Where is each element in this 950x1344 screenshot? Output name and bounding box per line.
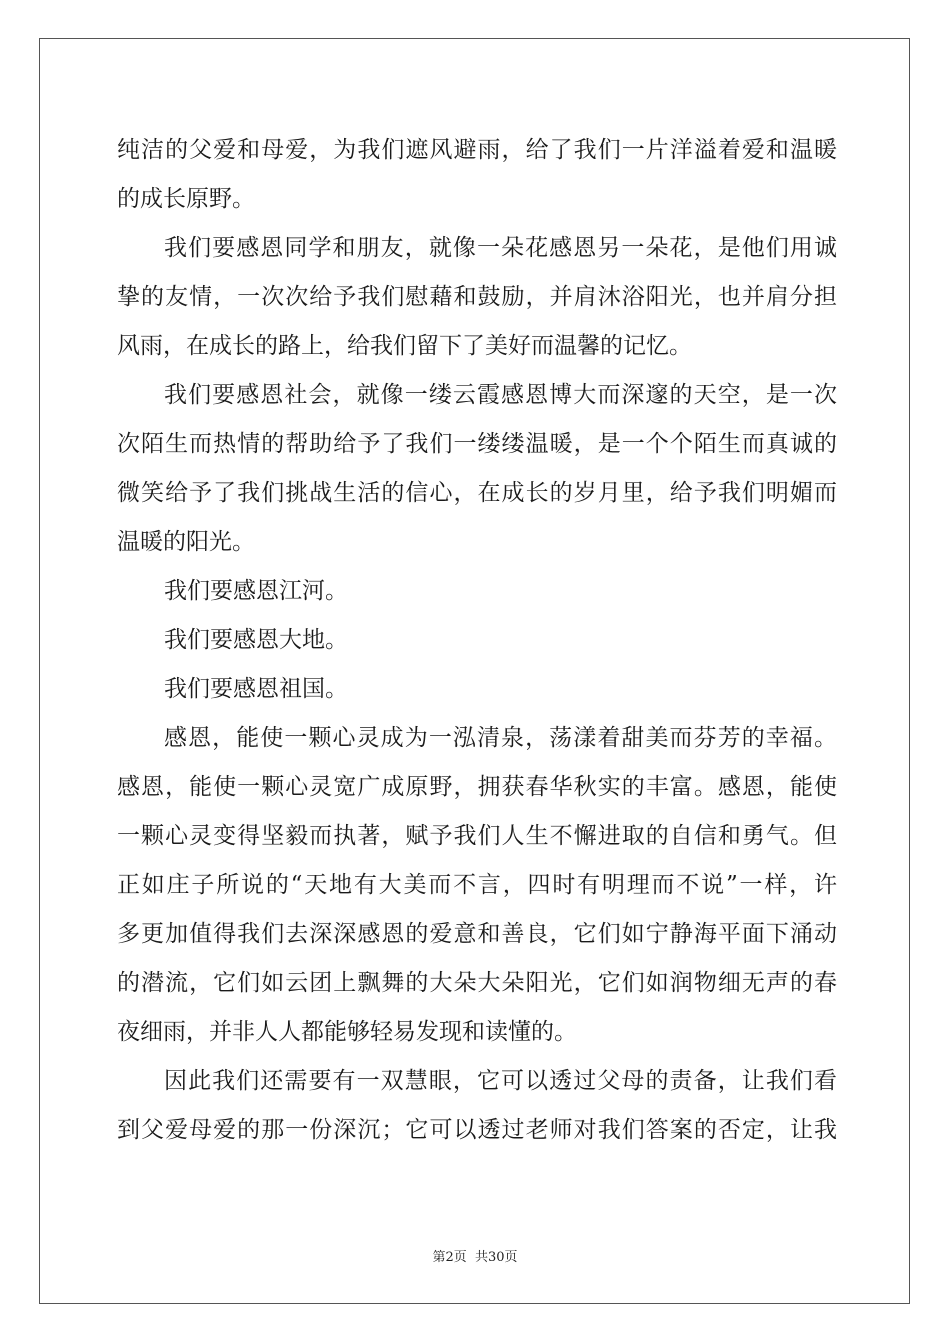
text-line: 正如庄子所说的“天地有大美而不言，四时有明理而不说”一样，许 [117, 872, 837, 898]
paragraph [117, 665, 837, 714]
paragraph [117, 371, 837, 567]
text-line: 我们要感恩祖国。 [164, 676, 348, 702]
text-line: 多更加值得我们去深深感恩的爱意和善良，它们如宁静海平面下涌动 [117, 921, 837, 947]
text-line: 挚的友情，一次次给予我们慰藉和鼓励，并肩沐浴阳光，也并肩分担 [117, 284, 837, 310]
paragraph [117, 714, 837, 1057]
text-line: 一颗心灵变得坚毅而执著，赋予我们人生不懈进取的自信和勇气。但 [117, 823, 837, 849]
text-line: 我们要感恩大地。 [164, 627, 348, 653]
page-number: 第2页 [432, 1250, 467, 1265]
paragraph [117, 567, 837, 616]
text-line: 的成长原野。 [117, 186, 255, 212]
text-line: 因此我们还需要有一双慧眼，它可以透过父母的责备，让我们看 [164, 1068, 837, 1094]
text-line: 温暖的阳光。 [117, 529, 255, 555]
text-line: 次陌生而热情的帮助给予了我们一缕缕温暖，是一个个陌生而真诚的 [117, 431, 837, 457]
text-line: 微笑给予了我们挑战生活的信心，在成长的岁月里，给予我们明媚而 [117, 480, 837, 506]
page-footer [0, 1246, 950, 1265]
paragraph [117, 126, 837, 224]
text-line: 感恩，能使一颗心灵宽广成原野，拥获春华秋实的丰富。感恩，能使 [117, 774, 837, 800]
text-line: 纯洁的父爱和母爱，为我们遮风避雨，给了我们一片洋溢着爱和温暖 [117, 137, 837, 163]
paragraph [117, 1057, 837, 1155]
text-line: 夜细雨，并非人人都能够轻易发现和读懂的。 [117, 1019, 577, 1045]
text-line: 到父爱母爱的那一份深沉；它可以透过老师对我们答案的否定，让我 [117, 1117, 837, 1143]
text-line: 我们要感恩同学和朋友，就像一朵花感恩另一朵花，是他们用诚 [164, 235, 837, 261]
text-line: 感恩，能使一颗心灵成为一泓清泉，荡漾着甜美而芬芳的幸福。 [164, 725, 837, 751]
total-pages: 共30页 [474, 1250, 518, 1265]
text-line: 我们要感恩江河。 [164, 578, 348, 604]
text-line: 我们要感恩社会，就像一缕云霞感恩博大而深邃的天空，是一次 [164, 382, 837, 408]
text-line: 风雨，在成长的路上，给我们留下了美好而温馨的记忆。 [117, 333, 692, 359]
paragraph [117, 616, 837, 665]
document-body [117, 126, 837, 1155]
paragraph [117, 224, 837, 371]
text-line: 的潜流，它们如云团上飘舞的大朵大朵阳光，它们如润物细无声的春 [117, 970, 837, 996]
